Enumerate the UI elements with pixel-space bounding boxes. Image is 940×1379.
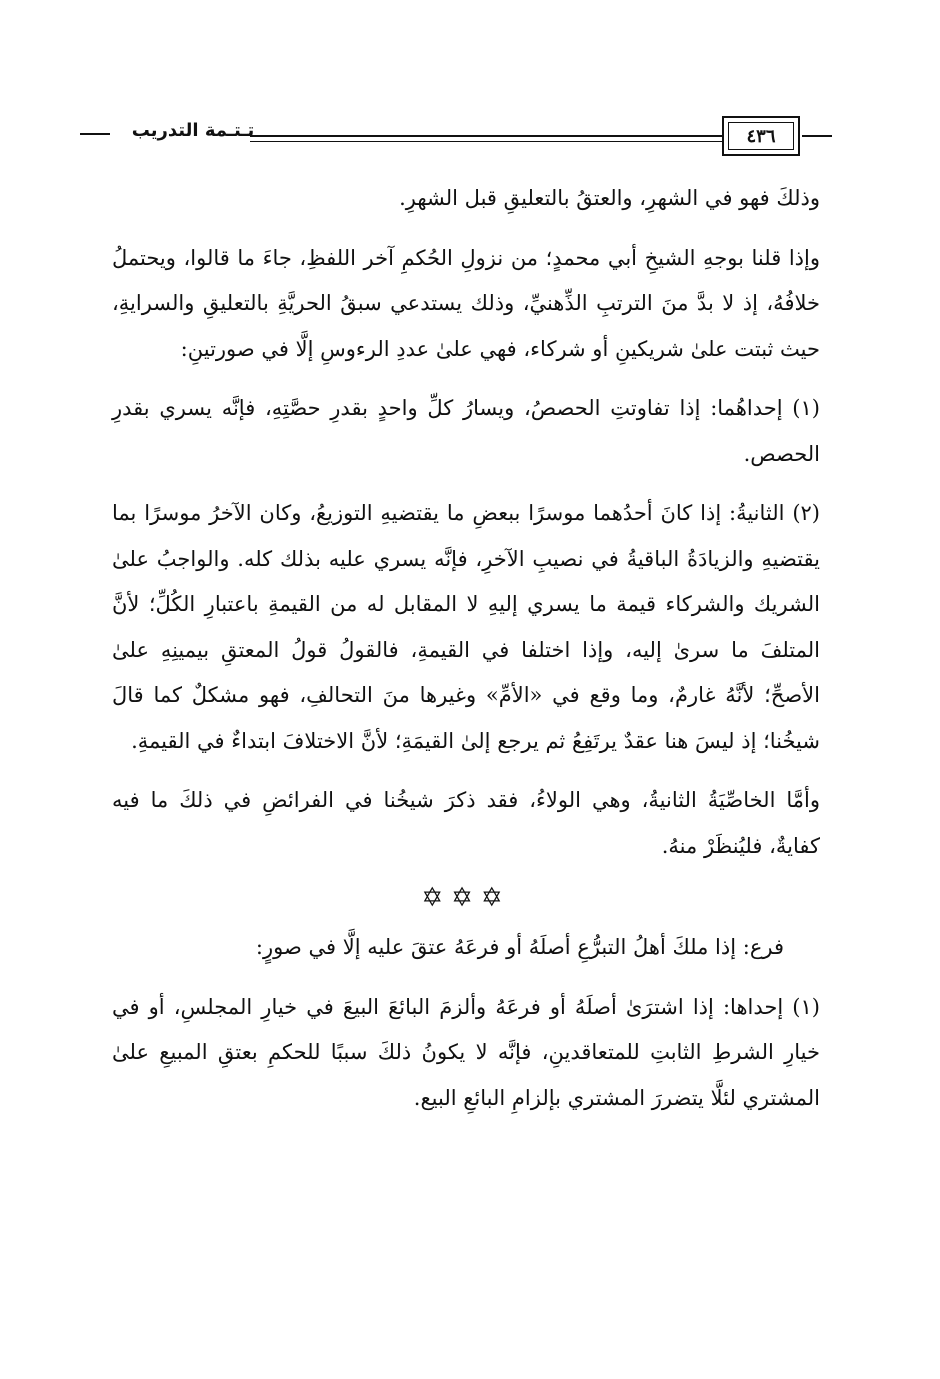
paragraph-3: (١) إحداهُما: إذا تفاوتتِ الحصصُ، ويسارُ كلِّ واحدٍ بقدرِ حصَّتِهِ، فإنَّه يسري بقدرِ الحصص. <box>112 396 820 466</box>
header-rule-right <box>802 135 832 137</box>
paragraph-4: (٢) الثانيةُ: إذا كانَ أحدُهما موسرًا ببعضِ ما يقتضيهِ التوزيعُ، وكان الآخرُ موسرًا بما يقتضيهِ والزيادَةُ الباقيةُ في نصيبِ الآخرِ، فإنَّه يسري عليه بذلك كله. والواجبُ علىٰ الشريك والشركاء قيمة ما يسري إليهِ لا المقابل له من القيمةِ باعتبارِ الكُلِّ؛ لأنَّ المتلفَ ما سرىٰ إليه، وإذا اختلفا في القيمةِ، فالقولُ قولُ المعتقِ بيمينِهِ علىٰ الأصحِّ؛ لأنَّهُ غارمٌ، وما وقع في «الأمِّ» وغيرها منَ التحالفِ، فهو مشكلٌ كما قالَ شيخُنا؛ إذ ليسَ هنا عقدٌ يرتَفِعُ ثم يرجع إلىٰ القيمَةِ؛ لأنَّ الاختلافَ ابتداءٌ في القيمةِ. <box>112 501 820 753</box>
header-dash-left <box>80 133 110 135</box>
paragraph-branch-1: (١) إحداها: إذا اشترَىٰ أصلَهُ أو فرعَهُ وألزمَ البائعَ البيعَ في خيارِ المجلسِ، أو في خيارِ الشرطِ الثابتِ للمتعاقدينِ، فإنَّه لا يكونُ ذلكَ سببًا للحكمِ بعتقِ المبيعِ علىٰ المشتري لئلَّا يتضررَ المشتري بإلزامِ البائعِ البيع. <box>112 994 820 1110</box>
paragraph-5: وأمَّا الخاصِّيَةُ الثانيةُ، وهي الولاءُ، فقد ذكرَ شيخُنا في الفرائضِ في ذلكَ ما فيه كفايةٌ، فليُنظَرْ منهُ. <box>112 788 820 858</box>
header-rule <box>250 135 800 137</box>
page-number-box <box>722 116 800 156</box>
paragraph-1: وذلكَ فهو في الشهرِ، والعتقُ بالتعليقِ قبل الشهرِ. <box>399 186 820 210</box>
paragraph-branch: فرع: إذا ملكَ أهلُ التبرُّعِ أصلَهُ أو فرعَهُ عتقَ عليه إلَّا في صورٍ: <box>255 935 784 959</box>
page-header <box>80 116 832 164</box>
star-ornament-icon: ✡✡✡ <box>421 883 511 913</box>
paragraph-2: وإذا قلنا بوجهِ الشيخِ أبي محمدٍ؛ من نزولِ الحُكمِ آخر اللفظِ، جاءَ ما قالوا، ويحتملُ خلافُهُ، إذ لا بدَّ منَ الترتبِ الذِّهنيِّ، وذلك يستدعي سبقُ الحريَّةِ بالتعليقِ والسرايةِ، حيث ثبتت علىٰ شريكينِ أو شركاء، فهي علىٰ عددِ الرءوسِ إلَّا في صورتينِ: <box>112 245 820 361</box>
running-title: تـتـمة التدريب <box>131 120 255 141</box>
page-number: ٤٣٦ <box>728 122 794 150</box>
page-body <box>112 176 820 1121</box>
header-rule-thin <box>250 141 800 142</box>
